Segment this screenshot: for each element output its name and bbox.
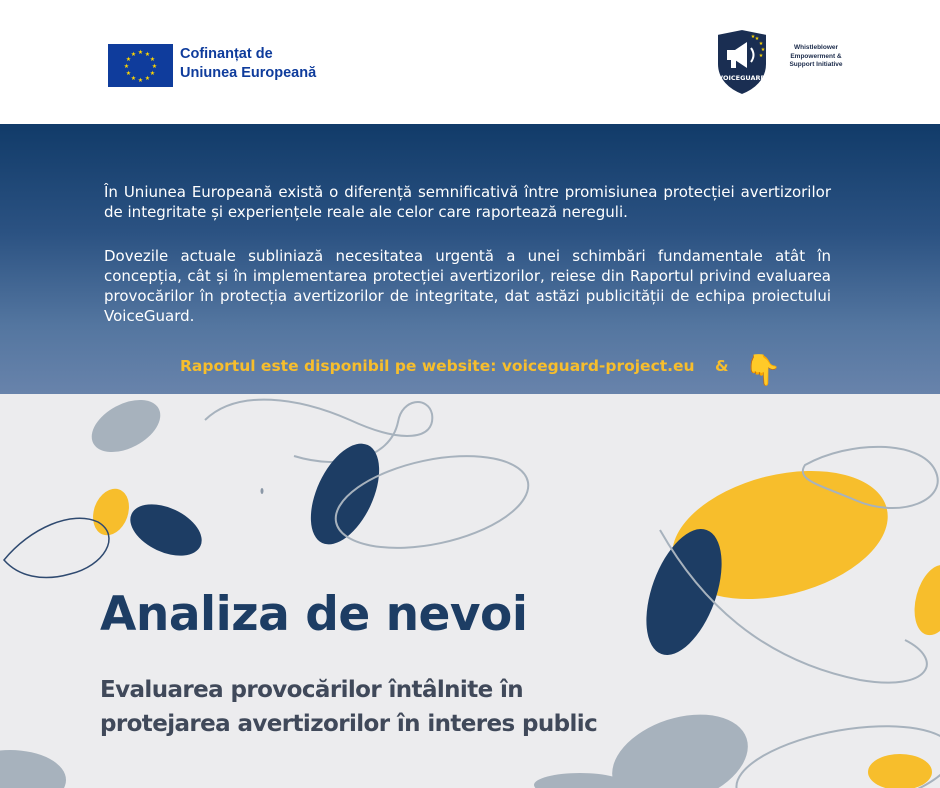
voiceguard-badge-text: VOICEGUARD — [718, 74, 766, 82]
navy-blob-left — [122, 494, 209, 566]
svg-text:★: ★ — [137, 49, 144, 56]
svg-text:★: ★ — [144, 75, 151, 82]
voiceguard-tagline-line3: Support Initiative — [789, 61, 843, 68]
pointing-hand-icon: 👇 — [744, 353, 782, 388]
ampersand-text: & — [715, 357, 729, 375]
voiceguard-shield-icon — [713, 28, 771, 96]
svg-text:★: ★ — [758, 41, 764, 47]
header-bar — [0, 0, 940, 124]
svg-text:★: ★ — [149, 56, 156, 63]
eu-text-line2: Uniunea Europeană — [180, 65, 317, 81]
svg-text:★: ★ — [151, 63, 158, 70]
outline-loop-top — [205, 400, 432, 462]
intro-paragraph-1: În Uniunea Europeană există o diferență semnificativă între promisiunea protecției avertizorilor de integritate și experiențele reale ale celor care raportează nereguli. — [104, 183, 831, 221]
svg-text:★: ★ — [125, 56, 132, 63]
svg-text:★: ★ — [149, 70, 156, 77]
voiceguard-tagline — [780, 44, 852, 70]
yellow-blob-bottom-right — [868, 754, 932, 788]
svg-text:★: ★ — [130, 75, 137, 82]
cover-subtitle — [100, 673, 597, 741]
eu-flag-icon — [108, 44, 173, 87]
svg-text:★: ★ — [125, 70, 132, 77]
svg-text:★: ★ — [137, 77, 144, 84]
cover-subtitle-line1: Evaluarea provocărilor întâlnite în — [100, 677, 524, 703]
svg-text:★: ★ — [144, 51, 151, 58]
svg-text:★: ★ — [123, 63, 130, 70]
cover-title: Analiza de nevoi — [100, 587, 528, 642]
gray-blob-bottom-left — [0, 750, 66, 788]
gray-blob-top-left — [83, 394, 169, 463]
gray-blob-bottom-center — [534, 773, 626, 788]
intro-paragraph-2: Dovezile actuale subliniază necesitatea urgentă a unei schimbări fundamentale atât în concepția, cât și în implementarea protecției avertizorilor, reiese din Raportul privind evaluarea provocărilor în protecția avertizorilor de integritate, dat astăzi publicității de echipa proiectului VoiceGuard. — [104, 247, 831, 325]
outline-loop-left — [4, 518, 109, 577]
report-website-link[interactable]: Raportul este disponibil pe website: voiceguard-project.eu — [180, 357, 695, 375]
eu-cofinancing-text — [180, 45, 316, 83]
svg-text:★: ★ — [750, 34, 756, 40]
svg-text:★: ★ — [754, 36, 760, 42]
small-dot — [261, 488, 264, 494]
eu-text-line1: Cofinanțat de — [180, 46, 273, 62]
voiceguard-tagline-line2: Empowerment & — [790, 52, 842, 60]
svg-text:★: ★ — [758, 53, 764, 59]
gray-blob-bottom-right — [600, 698, 759, 788]
voiceguard-tagline-line1: Whistleblower — [793, 44, 839, 51]
yellow-blob-small-left — [87, 484, 135, 541]
svg-text:★: ★ — [760, 47, 766, 53]
yellow-blob-edge-right — [907, 560, 940, 640]
svg-text:★: ★ — [130, 51, 137, 58]
cover-subtitle-line2: protejarea avertizorilor în interes public — [100, 711, 598, 737]
